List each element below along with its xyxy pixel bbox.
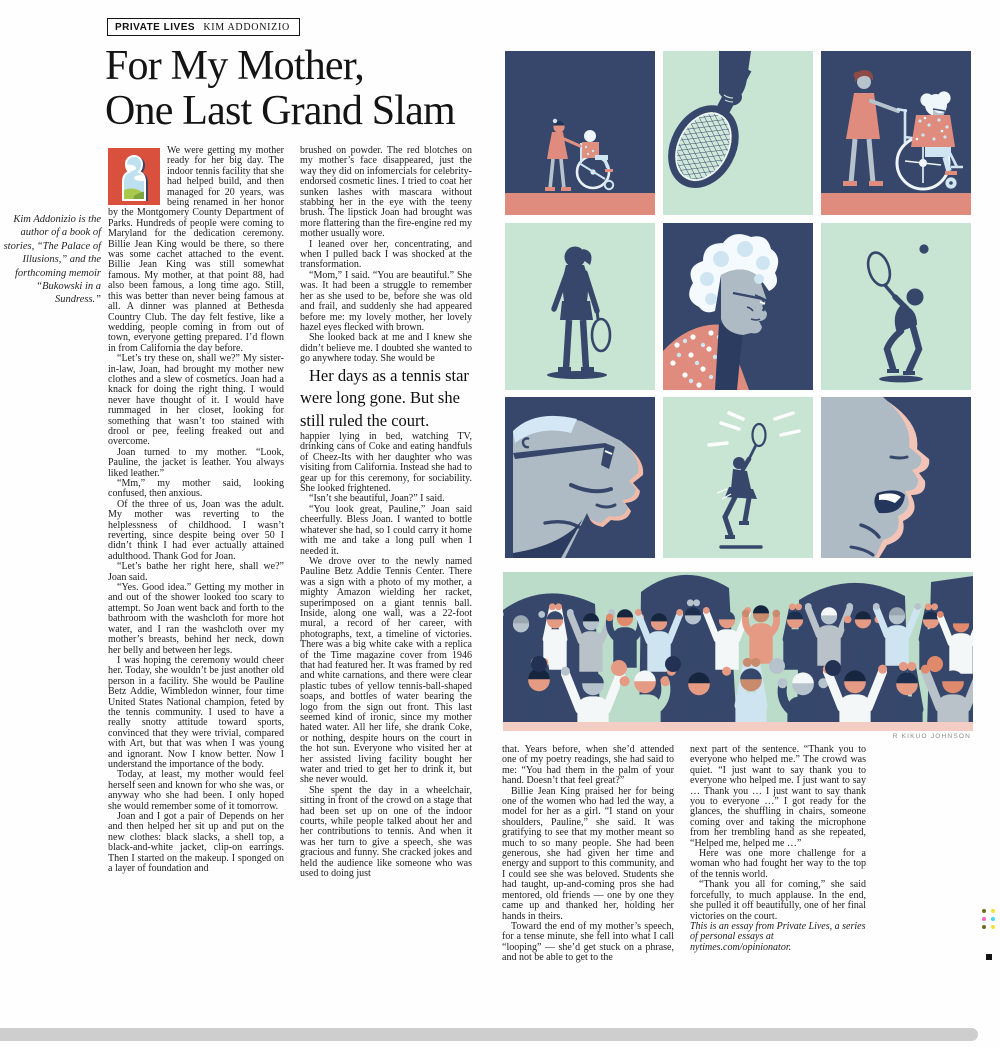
- panel-mouth-speaking-icon: [821, 397, 971, 558]
- paragraph: I leaned over her, concentrating, and when I pulled back I was shocked at the transformation.: [300, 238, 472, 271]
- page-edge-bar: [0, 1028, 978, 1041]
- paragraph: We drove over to the newly named Pauline Betz Addie Tennis Center. There was a sign with a photo of my mother, a mighty Amazon wielding her racket, superimposed on a giant tennis ball. Inside, along one wall, was a 22-foot mural, a record of her career, with photographs, text, a timeline of victories. There was a big white cake with a replica of the Time magazine cover from 1946 that had featured her. It was framed by red and white carnations, and there were clear plastic tubes of yellow tennis-ball-shaped soaps, and bottles of water bearing the logo from the sign out front. This last seemed kind of ironic, since my mother hated water. All her life, she drank Coke, or nothing, despite hours on the court in the hot sun. Everyone who visited her at her assisted living facility bought her water and tried to get her to drink it, but she never would.: [300, 555, 472, 786]
- registration-square-icon: [986, 954, 992, 960]
- paragraph: “Let’s bathe her right here, shall we?” Joan said.: [108, 561, 284, 583]
- paragraph: We were getting my mother ready for her big day. The indoor tennis facility that she had helped build, and then managed for 20 years, was being renamed in her honor by the Montgomery County Department of Parks. Hundreds of people were coming to Maryland for the dedication ceremony. Billie Jean King would be there, so there was some cachet attached to the event. Billie Jean King was still somewhat famous. My mother, at that point 88, had also been famous, a long time ago. Still, this was better than never being famous at all. A dinner was planned at Bethesda Country Club. The day felt festive, like a wedding, people coming in from out of town, everyone getting prepared. I’d flown in from California the day before.: [108, 146, 284, 354]
- illustration-credit: R KIKUO JOHNSON: [892, 733, 971, 740]
- article-column-3: [502, 745, 674, 1015]
- article-column-1: [108, 146, 284, 1014]
- paragraph: Today, at least, my mother would feel herself seen and known for who she was, or anyway who she had been. I only hoped she would remember some of it tomorrow.: [108, 769, 284, 812]
- panel-caregiver-wheelchair-large-icon: [821, 51, 971, 215]
- panel-leaping-smash-icon: [663, 397, 813, 558]
- headline: [105, 44, 525, 134]
- article-column-4: [690, 745, 866, 1015]
- paragraph: brushed on powder. The red blotches on my mother’s face disappeared, just the way they did on infomercials for celebrity-endorsed cosmetic lines. I tried to coat her sunken lashes with mascara without stabbing her in the eye with the teeny brush. The lipstick Joan had brought was more flattering than the fire-engine red my mother usually wore.: [300, 146, 472, 240]
- bust-landscape-thumbnail-icon: [108, 148, 160, 205]
- section-kicker: [107, 18, 300, 36]
- paragraph: Toward the end of my mother’s speech, for a tense minute, she fell into what I call “looping” — she’d get stuck on a phrase, and not be able to get to the: [502, 920, 674, 964]
- paragraph: She looked back at me and I knew she didn’t believe me. I doubted she wanted to go anywhere today. She would be: [300, 332, 472, 365]
- pull-quote: Her days as a tennis star were long gone. But she still ruled the court.: [300, 365, 469, 430]
- closing-note: This is an essay from Private Lives, a series of personal essays at nytimes.com/opinionator.: [690, 920, 866, 953]
- paragraph: that. Years before, when she’d attended one of my poetry readings, she had said to me: “You had them in the palm of your hand. Doesn’t that feel great?”: [502, 745, 674, 787]
- panel-player-standing-icon: [505, 223, 655, 390]
- paragraph: Joan and I got a pair of Depends on her and then helped her sit up and put on the new clothes: black slacks, a shell top, a black-and-white jacket, clip-on earrings. Then I started on the makeup. I sponged on a layer of foundation and: [108, 811, 284, 875]
- cheering-crowd-illustration: [503, 572, 973, 731]
- paragraph: I was hoping the ceremony would cheer her. Today, she wouldn’t be just another old person in a facility. She would be Pauline Betz Addie, Wimbledon winner, four time United States National champion, feted by the tennis community. I used to have a really snotty attitude toward sports, convinced that they were trivial, compared with Art, but that was when I was young and ignorant. Now I know better. Now I understand the importance of the body.: [108, 654, 284, 770]
- tennis-ball-icon: [919, 244, 928, 253]
- paragraph: “You look great, Pauline,” Joan said cheerfully. Bless Joan. I wanted to bottle whatever she had, so I could carry it home with me and take a long pull when I needed it.: [300, 503, 472, 557]
- paragraph: Joan turned to my mother. “Look, Pauline, the jacket is leather. You always liked leather.”: [108, 446, 284, 479]
- paragraph: “Thank you all for coming,” she said forcefully, to much applause. In the end, she pulled it off beautifully, one of her final victories on the court.: [690, 879, 866, 922]
- paragraph: next part of the sentence. “Thank you to everyone who helped me.” The crowd was quiet. “I just want to say thank you to everyone who helped me. I just want to say … Thank you … I just want to say thank you to everyone …” I got ready for the glances, the shuffling in chairs, someone coming over and taking the microphone from her trembling hand as she repeated, “Helped me, helped me …”: [690, 745, 866, 849]
- headline-line1: For My Mother,: [105, 43, 364, 89]
- paragraph: Here was one more challenge for a woman who had fought her way to the top of the tennis world.: [690, 848, 866, 880]
- headline-line2: One Last Grand Slam: [105, 88, 455, 134]
- paragraph: Billie Jean King praised her for being one of the women who had led the way, a model for her as a girl. “I stand on your shoulders, Pauline,” she said. It was gratifying to see that my mother meant so much to so many people. She had been generous, she had given her time and energy and support to this community, and I could see she was beloved. Students she had taught, up-and-coming pros she had mentored, old friends — one by one they came up and thanked her, holding her hands in theirs.: [502, 785, 674, 922]
- fist-icon: [722, 89, 742, 106]
- paragraph: She spent the day in a wheelchair, sitting in front of the crowd on a stage that had been set up on one of the indoor courts, while people talked about her and her contributions to tennis. And when it was her turn to give a speech, she was gracious and funny. She cracked jokes and held the audience like someone who was used to doing just: [300, 784, 472, 880]
- kicker-author: KIM ADDONIZIO: [203, 22, 290, 33]
- article-column-2: [300, 146, 472, 1014]
- registration-marks-icon: [982, 909, 998, 935]
- paragraph: Of the three of us, Joan was the adult. My mother was reverting to the helplessness of childhood. I wasn’t reverting, since despite being over 50 I didn’t think I had ever actually attained adulthood. Thank God for Joan.: [108, 498, 284, 562]
- paragraph: “Mom,” I said. “You are beautiful.” She was. It had been a struggle to remember her as she used to be, before she was old and frail, and suddenly she had appeared before me: my lovely mother, her lovely hazel eyes flecked with brown.: [300, 269, 472, 333]
- panel-hand-racket-icon: [663, 51, 813, 215]
- section-label: PRIVATE LIVES: [115, 22, 196, 33]
- paragraph: “Isn’t she beautiful, Joan?” I said.: [309, 493, 445, 505]
- paragraph: happier lying in bed, watching TV, drinking cans of Coke and eating handfuls of Cheez-Its with her daughter who was visiting from California. Instead she had to gear up for this ceremony, for sociability. She looked frightened.: [300, 431, 472, 495]
- paragraph: “Yes. Good idea.” Getting my mother in and out of the shower looked too scary to attempt. So Joan went back and forth to the bathroom with the washcloth for more hot water, and I ran the washcloth over my mother’s breasts, behind her neck, down her belly and between her legs.: [108, 582, 284, 656]
- paragraph: “Let’s try these on, shall we?” My sister-in-law, Joan, had brought my mother new clothes and a slew of cosmetics. Joan had a knack for doing the right thing. I would never have thought of it. I would have rummaged in her closet, looking for something that wasn’t too stained with drool or pee, feeling freaked out and overcome.: [108, 353, 284, 448]
- paragraph: “Mm,” my mother said, looking confused, then anxious.: [108, 478, 284, 500]
- author-bio: Kim Addonizio is the author of a book of stories, “The Palace of Illusions,” and the forthcoming memoir “Bukowski in a Sundress.”: [3, 214, 101, 306]
- panel-elder-face-profile-icon: [505, 397, 655, 558]
- panel-caregiver-wheelchair-small-icon: [505, 51, 655, 215]
- panel-grandmother-profile-icon: [663, 223, 813, 390]
- panel-player-serving-icon: [821, 223, 971, 390]
